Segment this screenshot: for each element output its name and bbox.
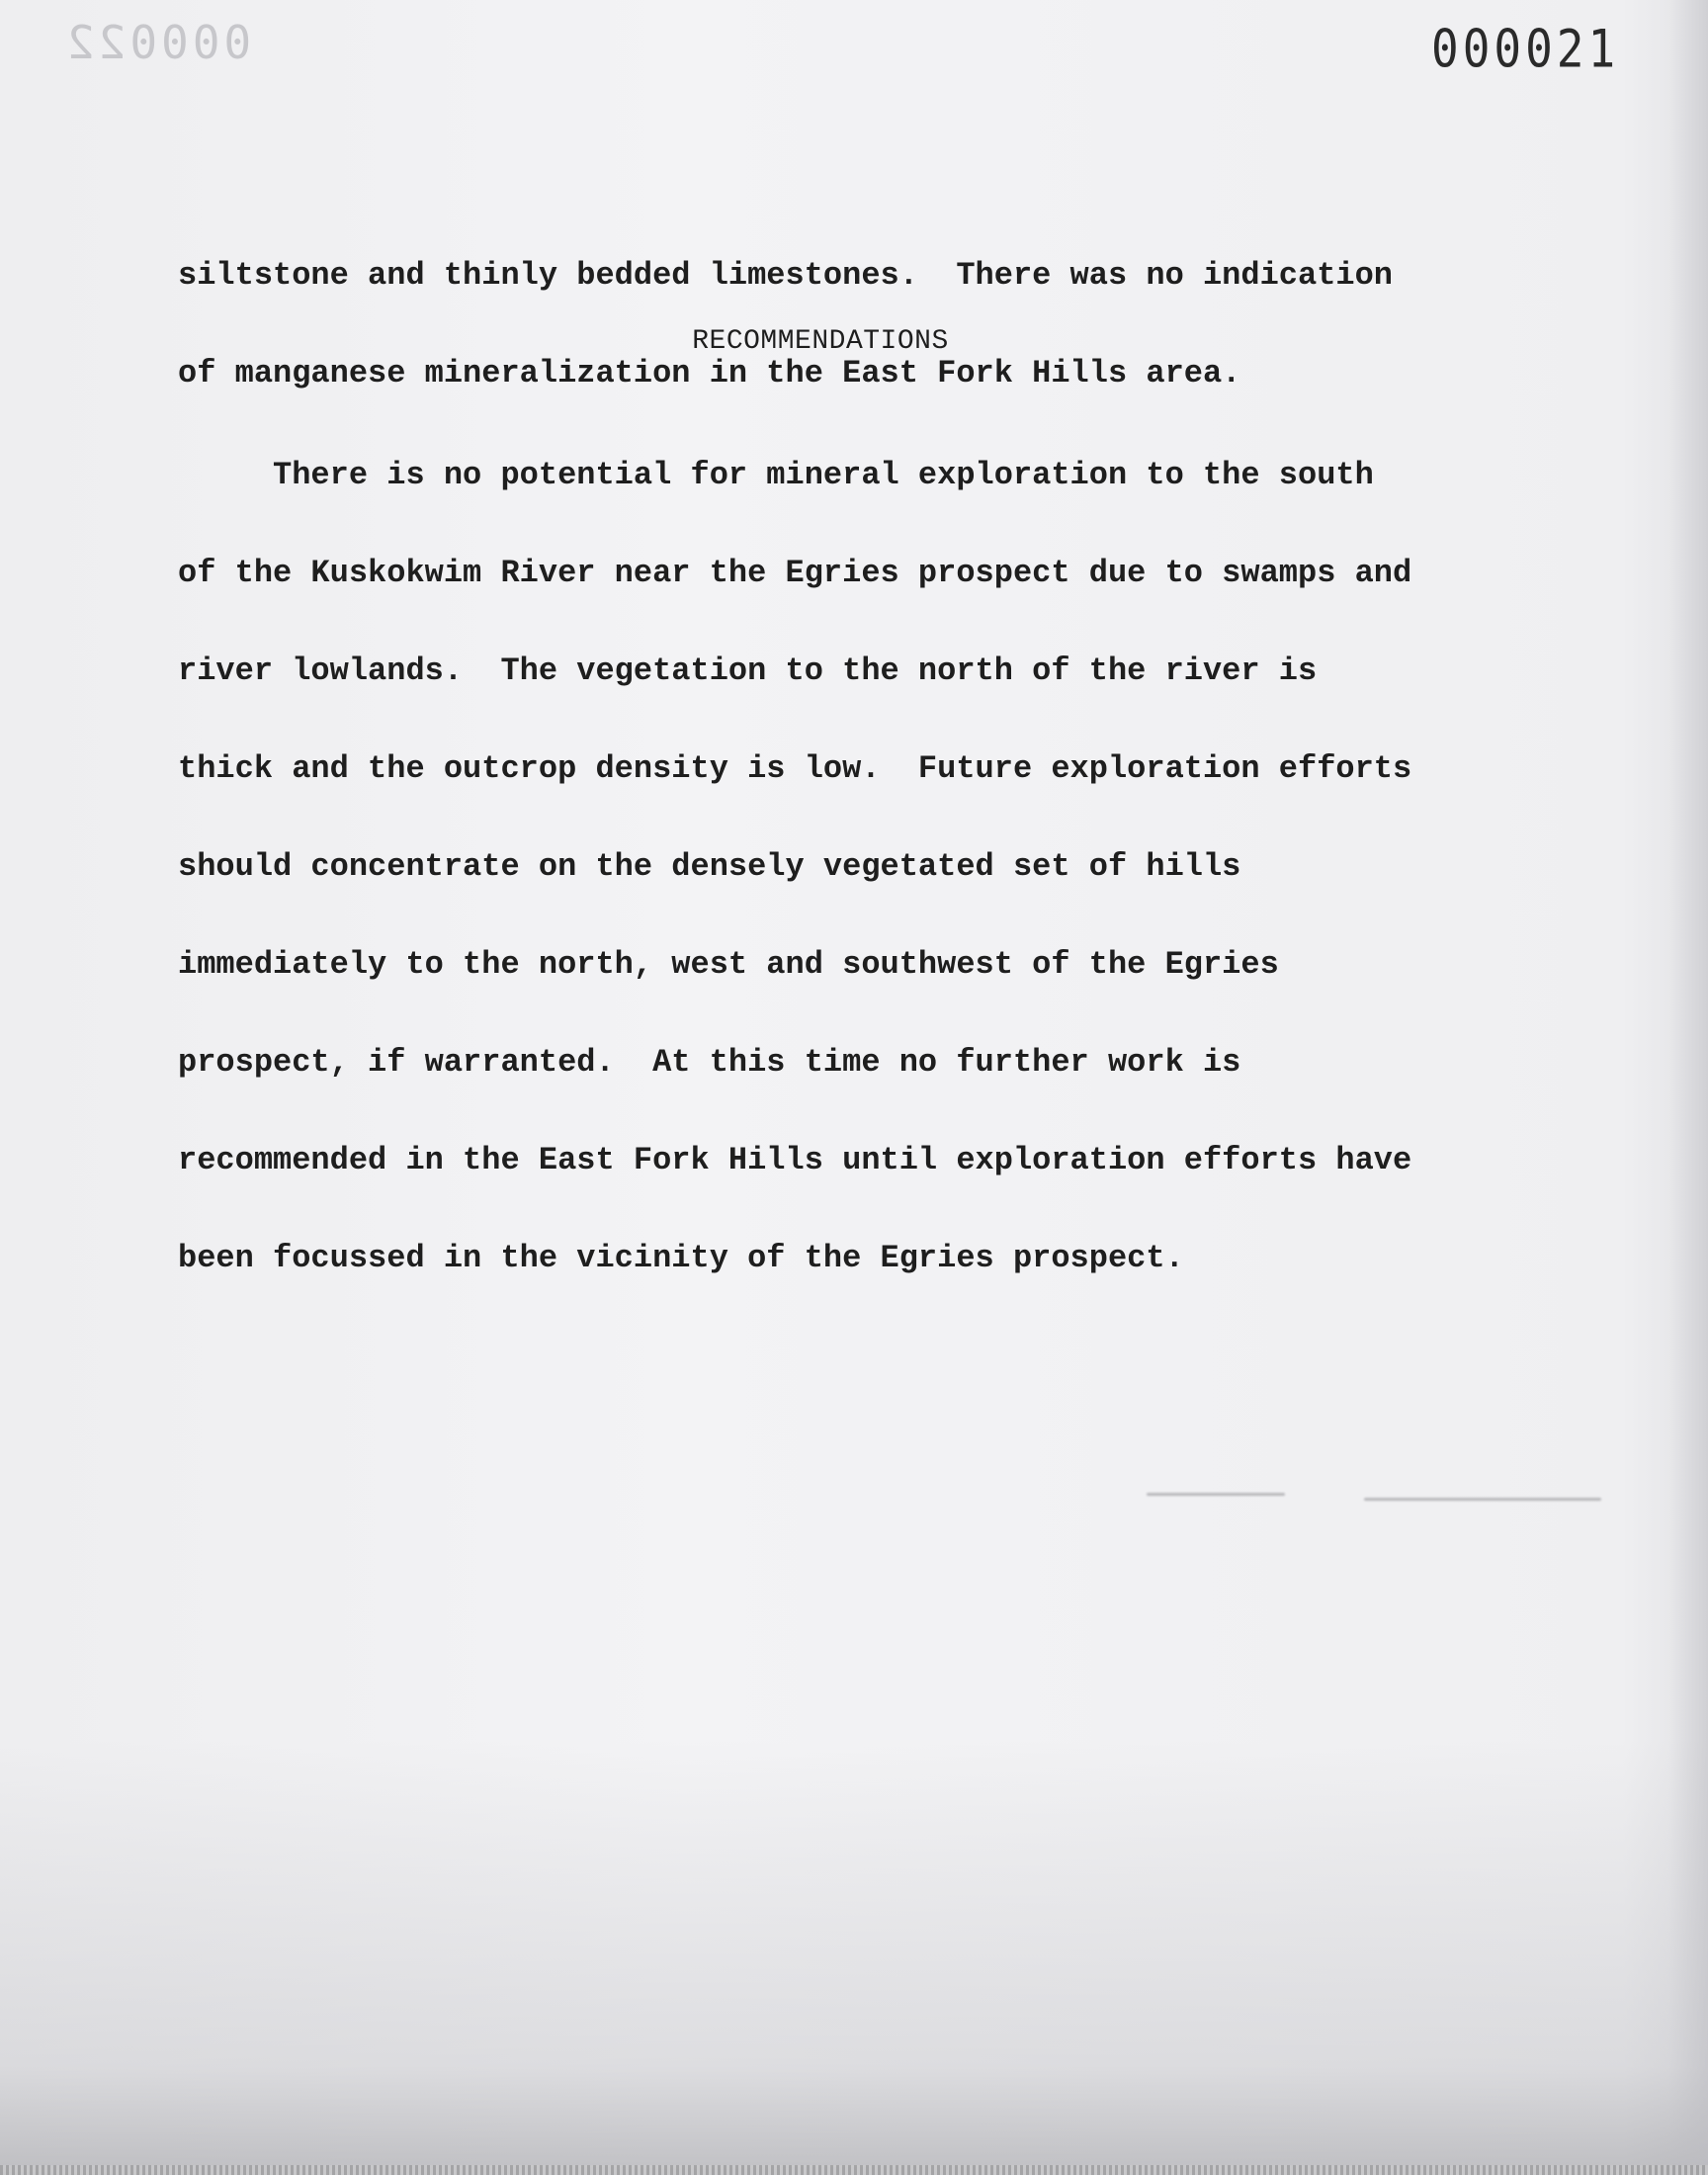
paragraph-line: should concentrate on the densely vegetated set of hills xyxy=(178,848,1241,885)
paragraph-line: recommended in the East Fork Hills until exploration efforts have xyxy=(178,1142,1412,1178)
paragraph-line: river lowlands. The vegetation to the north of the river is xyxy=(178,652,1318,689)
section-heading: RECOMMENDATIONS xyxy=(692,326,949,357)
paragraph-line: There is no potential for mineral exploration to the south xyxy=(178,457,1374,493)
paragraph-line: been focussed in the vicinity of the Egries prospect. xyxy=(178,1240,1184,1276)
scan-edge-shadow xyxy=(1668,0,1708,2175)
page-number: 000021 xyxy=(1431,18,1620,80)
bleed-through-page-number: 000022 xyxy=(63,16,252,69)
paragraph-line: of manganese mineralization in the East Fork Hills area. xyxy=(178,355,1241,392)
scan-smudge xyxy=(1364,1498,1601,1501)
paragraph-line: thick and the outcrop density is low. Future exploration efforts xyxy=(178,750,1412,787)
paragraph-line: prospect, if warranted. At this time no further work is xyxy=(178,1044,1241,1081)
paragraph-line: siltstone and thinly bedded limestones. There was no indication xyxy=(178,257,1393,294)
paragraph-line: immediately to the north, west and southwest of the Egries xyxy=(178,946,1279,983)
recommendations-paragraph xyxy=(178,393,1502,1340)
paragraph-line: of the Kuskokwim River near the Egries prospect due to swamps and xyxy=(178,555,1412,591)
scan-bottom-edge xyxy=(0,2165,1708,2175)
scan-smudge xyxy=(1147,1493,1285,1496)
